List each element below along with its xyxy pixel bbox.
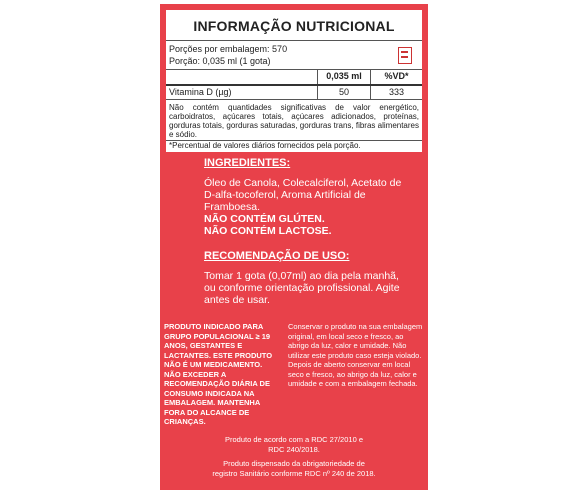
not-significant-note: Não contém quantidades significativas de valor energético, carboidratos, açúcares totais, açúcares adicionados, proteínas, gorduras totais, gorduras saturadas, gorduras trans, fibras alimentares e sódio. (169, 103, 419, 139)
rdc-compliance: Produto de acordo com a RDC 27/2010 e RDC 240/2018. (225, 435, 363, 454)
nutrient-dv: 333 (388, 87, 405, 97)
header-blank (166, 70, 318, 84)
serving-info (166, 41, 422, 70)
nutrient-name: Vitamina D (µg) (166, 86, 318, 99)
usage-section (204, 250, 404, 306)
table-row (166, 86, 422, 100)
ingredients-section (204, 157, 414, 237)
usage-heading: RECOMENDAÇÃO DE USO: (204, 250, 350, 262)
warnings-left: PRODUTO INDICADO PARA GRUPO POPULACIONAL ≥ 19 ANOS, GESTANTES E LACTANTES. ESTE PRODUTO NÃO É UM MEDICAMENTO. NÃO EXCEDER A RECOMENDAÇÃO DIÁRIA DE CONSUMO INDICADA NA EMBALAGEM. MANTENHA FORA DO ALCANCE DE CRIANÇAS. (164, 322, 273, 426)
storage-instructions: Conservar o produto na sua embalagem original, em local seco e fresco, ao abrigo da luz, calor e umidade. Não utilizar este produto caso esteja violado. Depois de aberto conservar em local seco e fresco, ao abrigo da luz, calor e umidade e com a embalagem fechada. (288, 322, 423, 388)
registration-exemption: Produto dispensado da obrigatoriedade de registro Sanitário conforme RDC nº 240 de 2018. (212, 459, 376, 478)
serving-size: Porção: 0,035 ml (1 gota) (169, 56, 271, 66)
nutrition-facts-table (166, 10, 422, 152)
high-in-icon (398, 47, 412, 64)
usage-text: Tomar 1 gota (0,07ml) ao dia pela manhã, ou conforme orientação profissional. Agite antes de usar. (204, 270, 400, 306)
nutrient-amount: 50 (318, 86, 371, 99)
gluten-free: NÃO CONTÉM GLÚTEN. (204, 213, 325, 225)
ingredients-heading: INGREDIENTES: (204, 157, 291, 169)
header-amount: 0,035 ml (318, 70, 371, 84)
dv-footnote: *Percentual de valores diários fornecidos pela porção. (166, 140, 422, 151)
product-label (160, 4, 428, 490)
lactose-free: NÃO CONTÉM LACTOSE. (204, 225, 332, 237)
header-dv: %VD* (384, 71, 409, 81)
nutrition-title: INFORMAÇÃO NUTRICIONAL (166, 10, 422, 41)
ingredients-text: Óleo de Canola, Colecalciferol, Acetato de D-alfa-tocoferol, Aroma Artificial de Framboesa. (204, 177, 402, 213)
table-header-row (166, 70, 422, 86)
servings-per-package: Porções por embalagem: 570 (169, 44, 288, 54)
